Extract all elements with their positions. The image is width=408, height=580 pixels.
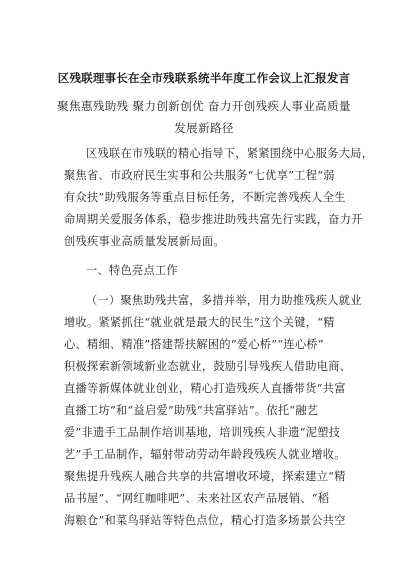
paragraph-1-line-1: 区残联在市残联的精心指导下，紧紧围绕中心服务大局， (86, 147, 374, 160)
paragraph-2-line-5: 直播等新媒体就业创业，精心打造残疾人直播带货“共富 (64, 382, 346, 395)
paragraph-2-line-10: 品书屋”、“网红咖啡吧”、未来社区农产品展销、“稻 (64, 492, 330, 505)
paragraph-1-line-2: 聚焦省、市政府民生实事和公共服务“七优享”工程“弱 (64, 169, 335, 182)
paragraph-1-line-4: 命周期关爱服务体系，稳步推进助残共富先行实践，奋力开 (64, 213, 363, 226)
paragraph-2-line-6: 直播工坊”和“益启爱”助残“共富驿站”。依托“融艺 (64, 404, 319, 417)
paragraph-2-line-1: （一）聚焦助残共富，多措并举，用力助推残疾人就业 (86, 294, 362, 307)
paragraph-2-line-9: 聚焦提升残疾人融合共享的共富增收环境，探索建立“精 (64, 470, 346, 483)
document-subtitle-line-2: 发展新路径 (174, 121, 234, 135)
paragraph-2-line-7: 爱”非遗手工品制作培训基地，培训残疾人非遗“泥塑技 (64, 426, 341, 439)
paragraph-1-line-3: 有众扶”助残服务等重点目标任务，不断完善残疾人全生 (64, 191, 346, 204)
document-title: 区残联理事长在全市残联系统半年度工作会议上汇报发言 (57, 71, 351, 85)
paragraph-2-line-2: 增收。紧紧抓住“就业就是最大的民生”这个关键，“精 (64, 316, 335, 329)
paragraph-2-line-3: 心、精细、精准”搭建帮扶解困的“爱心桥”“连心桥” (64, 338, 324, 351)
document-subtitle-line-1: 聚焦惠残助残 聚力创新创优 奋力开创残疾人事业高质量 (57, 99, 351, 113)
paragraph-2-line-8: 艺”手工品制作，辐射带动劳动年龄段残疾人就业增收。 (64, 448, 346, 461)
paragraph-2-line-4: 积极探索新领域新业态就业，鼓励引导残疾人借助电商、 (64, 360, 352, 373)
paragraph-2-line-11: 海粮仓”和菜鸟驿站等特色点位，精心打造多场景公共空 (64, 514, 346, 527)
paragraph-1-line-5: 创残疾事业高质量发展新局面。 (64, 235, 225, 248)
section-heading: 一、特色亮点工作 (86, 264, 178, 277)
